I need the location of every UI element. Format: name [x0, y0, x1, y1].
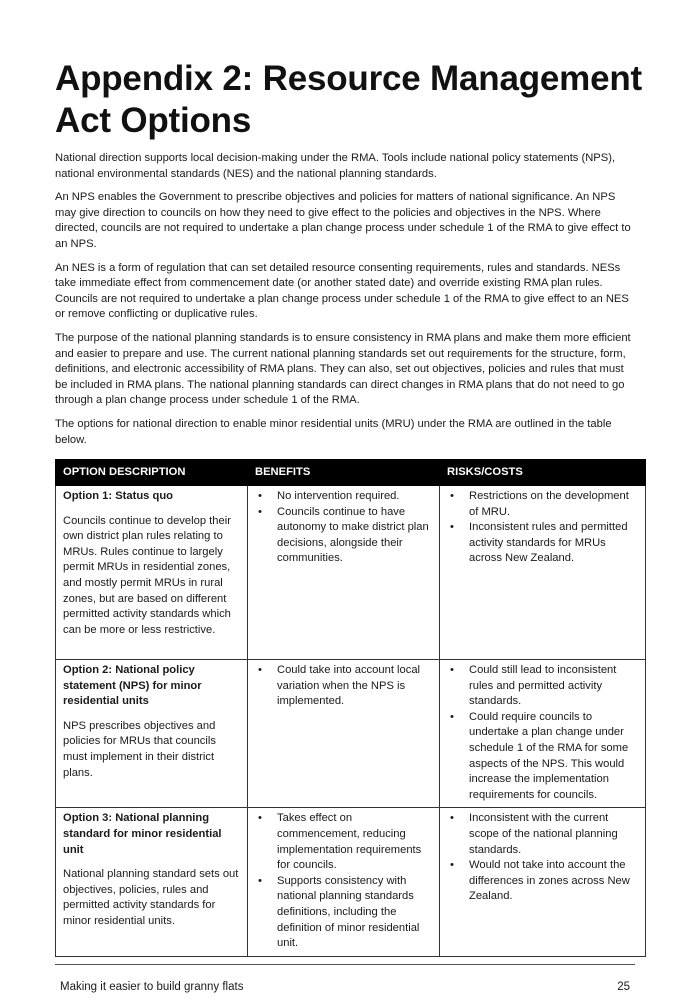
benefits-cell — [248, 808, 440, 956]
table-row — [56, 486, 646, 660]
paragraph: The purpose of the national planning standards is to ensure consistency in RMA plans and make them more efficient and easier to prepare and use. The current national planning standards set out requirements for the structure, form, definitions, and electronic accessibility of RMA plans. They can also, set out objectives, policies and rules that must be included in RMA plans. The national planning standards can direct changes in RMA plans that do not need to go through a plan change process under schedule 1 of the RMA. — [55, 331, 631, 407]
option-description: NPS prescribes objectives and policies for MRUs that councils must implement in their district plans. — [63, 719, 216, 779]
risks-list — [447, 489, 638, 567]
benefits-list — [255, 663, 432, 710]
option-title: Option 1: Status quo — [63, 490, 174, 502]
risks-list — [447, 663, 638, 803]
benefits-list — [255, 489, 432, 567]
list-item: • Councils continue to have autonomy to make district plan decisions, alongside their communities. — [255, 505, 432, 567]
list-item: • Could take into account local variation when the NPS is implemented. — [255, 663, 432, 710]
page-title: Appendix 2: Resource Management Act Options — [55, 59, 642, 140]
header-risks-costs: RISKS/COSTS — [440, 460, 646, 486]
list-item: • Would not take into account the differences in zones across New Zealand. — [447, 858, 638, 905]
paragraph: The options for national direction to enable minor residential units (MRU) under the RMA are outlined in the table below. — [55, 417, 612, 446]
paragraph: National direction supports local decision-making under the RMA. Tools include national policy statements (NPS), national environmental standards (NES) and the national planning standards. — [55, 152, 616, 180]
header-benefits: BENEFITS — [248, 460, 440, 486]
list-item: • Could still lead to inconsistent rules and permitted activity standards. — [447, 663, 638, 710]
list-item: • Supports consistency with national planning standards definitions, including the definition of minor residential unit. — [255, 874, 432, 952]
table-header-row — [56, 460, 646, 486]
list-item: • Could require councils to undertake a plan change under schedule 1 of the RMA for some aspects of the NPS. This would increase the implementation requirements for councils. — [447, 710, 638, 804]
option-cell — [56, 660, 248, 808]
list-item: • Restrictions on the development of MRU. — [447, 489, 638, 520]
benefits-cell — [248, 660, 440, 808]
list-item: • No intervention required. — [255, 489, 432, 505]
list-item: • Inconsistent rules and permitted activity standards for MRUs across New Zealand. — [447, 520, 638, 567]
footer-document-title: Making it easier to build granny flats — [60, 981, 244, 993]
benefits-list — [255, 811, 432, 951]
table-row — [56, 660, 646, 808]
footer-divider — [55, 964, 635, 965]
table-row — [56, 808, 646, 956]
risks-cell — [440, 660, 646, 808]
header-option-description: OPTION DESCRIPTION — [56, 460, 248, 486]
list-item: • Takes effect on commencement, reducing implementation requirements for councils. — [255, 811, 432, 873]
body-text — [55, 151, 635, 456]
option-cell — [56, 808, 248, 956]
footer-page-number: 25 — [617, 981, 630, 993]
risks-cell — [440, 486, 646, 660]
paragraph: An NES is a form of regulation that can set detailed resource consenting requirements, rules and standards. NESs take immediate effect from commencement date (or another stated date) and override existing RMA plan rules. Councils are not required to undertake a plan change process under schedule 1 of the RMA to give effect to an NES or remove conflicting or duplicative rules. — [55, 261, 629, 321]
paragraph: An NPS enables the Government to prescribe objectives and policies for matters of national significance. An NPS may give direction to councils on how they need to give effect to the policies and objectives in the NPS. Where directed, councils are not required to undertake a plan change process under schedule 1 of the RMA to give effect to an NPS. — [55, 191, 631, 250]
list-item: • Inconsistent with the current scope of the national planning standards. — [447, 811, 638, 858]
option-title: Option 2: National policy statement (NPS) for minor residential units — [63, 664, 202, 708]
benefits-cell — [248, 486, 440, 660]
option-description: National planning standard sets out objectives, policies, rules and permitted activity standards for minor residential units. — [63, 868, 239, 927]
risks-cell — [440, 808, 646, 956]
risks-list — [447, 811, 638, 905]
option-cell — [56, 486, 248, 660]
option-title: Option 3: National planning standard for minor residential unit — [63, 812, 222, 856]
options-table — [55, 459, 646, 957]
option-description: Councils continue to develop their own district plan rules relating to MRUs. Rules continue to largely permit MRUs in residential zones, and mostly permit MRUs in rural zones, but are based on different permitted activity standards which can be more or less restrictive. — [63, 514, 231, 636]
